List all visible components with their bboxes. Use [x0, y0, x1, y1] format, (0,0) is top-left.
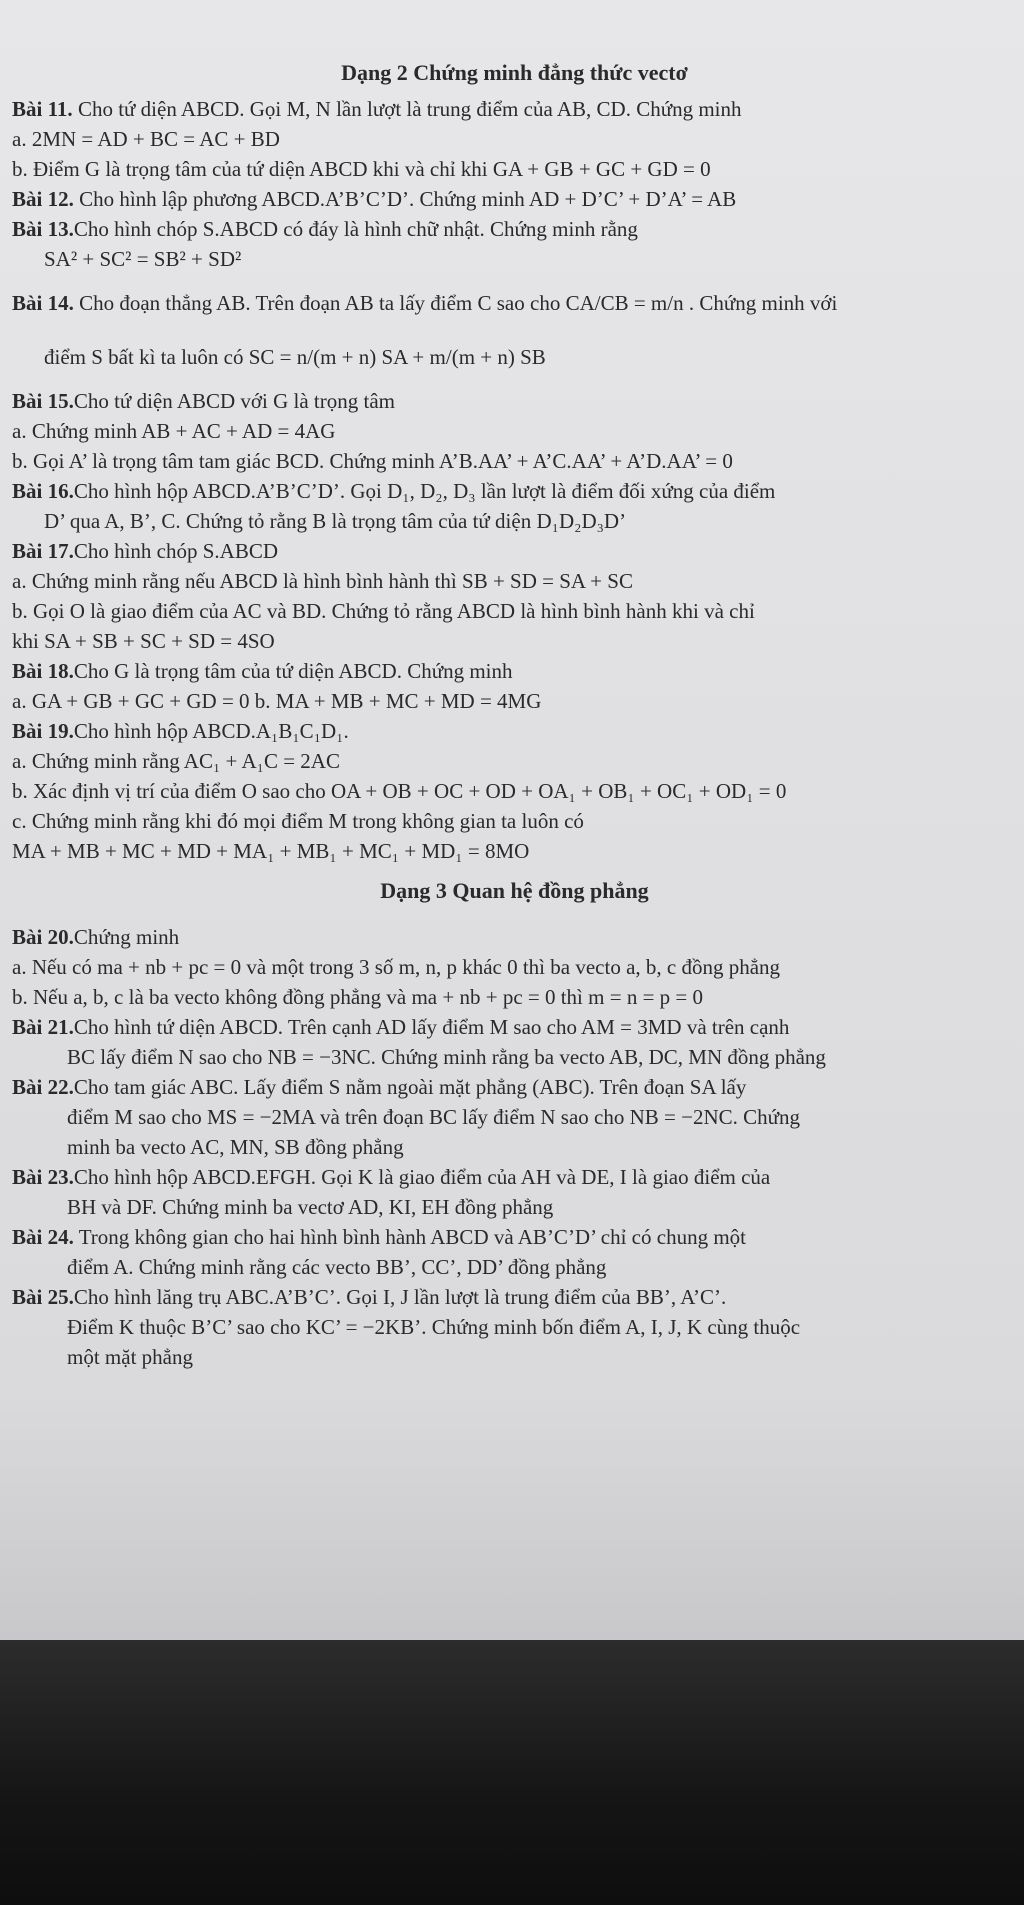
text-line: Bài 17.Cho hình chóp S.ABCD [12, 539, 279, 563]
section-heading-3: Dạng 3 Quan hệ đồng phẳng [380, 878, 649, 903]
text-line: Bài 18.Cho G là trọng tâm của tứ diện ABCD. Chứng minh [12, 659, 513, 683]
text-line: MA + MB + MC + MD + MA₁ + MB₁ + MC₁ + MD₁ = 8MO [12, 839, 530, 863]
text-line: Bài 23.Cho hình hộp ABCD.EFGH. Gọi K là giao điểm của AH và DE, I là giao điểm của [12, 1165, 771, 1189]
text-line: Bài 22.Cho tam giác ABC. Lấy điểm S nằm ngoài mặt phẳng (ABC). Trên đoạn SA lấy [12, 1075, 747, 1099]
text-line: D’ qua A, B’, C. Chứng tỏ rằng B là trọng tâm của tứ diện D₁D₂D₃D’ [44, 509, 627, 533]
text-line: a. Chứng minh AB + AC + AD = 4AG [12, 419, 336, 443]
text-line: Điểm K thuộc B’C’ sao cho KC’ = −2KB’. Chứng minh bốn điểm A, I, J, K cùng thuộc [67, 1315, 801, 1339]
text-line: b. Xác định vị trí của điểm O sao cho OA + OB + OC + OD + OA₁ + OB₁ + OC₁ + OD₁ = 0 [12, 779, 787, 803]
text-line: Bài 19.Cho hình hộp ABCD.A₁B₁C₁D₁. [12, 719, 349, 743]
text-line: a. Chứng minh rằng nếu ABCD là hình bình hành thì SB + SD = SA + SC [12, 569, 633, 593]
exercise-number: Bài 25. [12, 1285, 74, 1309]
text-line: c. Chứng minh rằng khi đó mọi điểm M trong không gian ta luôn có [12, 809, 584, 833]
exercise-number: Bài 11. [12, 97, 73, 121]
text-line: a. 2MN = AD + BC = AC + BD [12, 127, 280, 151]
text-line: BH và DF. Chứng minh ba vectơ AD, KI, EH đồng phẳng [67, 1195, 554, 1219]
text-line: BC lấy điểm N sao cho NB = −3NC. Chứng minh rằng ba vecto AB, DC, MN đồng phẳng [67, 1045, 826, 1069]
section-heading-2: Dạng 2 Chứng minh đẳng thức vectơ [341, 60, 688, 85]
text-line: b. Gọi O là giao điểm của AC và BD. Chứng tỏ rằng ABCD là hình bình hành khi và chỉ [12, 599, 755, 623]
text-line: điểm M sao cho MS = −2MA và trên đoạn BC lấy điểm N sao cho NB = −2NC. Chứng [67, 1105, 801, 1129]
exercise-number: Bài 23. [12, 1165, 74, 1189]
dark-background [0, 1640, 1024, 1905]
exercise-number: Bài 17. [12, 539, 74, 563]
text-line: Bài 11. Cho tứ diện ABCD. Gọi M, N lần lượt là trung điểm của AB, CD. Chứng minh [12, 97, 742, 121]
exercise-number: Bài 22. [12, 1075, 74, 1099]
text-line: SA² + SC² = SB² + SD² [44, 247, 242, 271]
text-line: a. Nếu có ma + nb + pc = 0 và một trong 3 số m, n, p khác 0 thì ba vecto a, b, c đồng phẳng [12, 955, 781, 979]
exercise-number: Bài 18. [12, 659, 74, 683]
text-line: Bài 24. Trong không gian cho hai hình bình hành ABCD và AB’C’D’ chỉ có chung một [12, 1225, 746, 1249]
text-line: Bài 21.Cho hình tứ diện ABCD. Trên cạnh AD lấy điểm M sao cho AM = 3MD và trên cạnh [12, 1015, 790, 1039]
exercise-number: Bài 14. [12, 291, 74, 315]
text-line: a. Chứng minh rằng AC₁ + A₁C = 2AC [12, 749, 340, 773]
worksheet [12, 58, 1017, 1372]
exercise-number: Bài 16. [12, 479, 74, 503]
text-line: khi SA + SB + SC + SD = 4SO [12, 629, 275, 653]
text-line: Bài 14. Cho đoạn thẳng AB. Trên đoạn AB ta lấy điểm C sao cho CA/CB = m/n . Chứng minh với [12, 291, 838, 315]
spacer [12, 274, 1017, 288]
exercise-number: Bài 21. [12, 1015, 74, 1039]
exercise-number: Bài 20. [12, 925, 74, 949]
text-line: Bài 25.Cho hình lăng trụ ABC.A’B’C’. Gọi I, J lần lượt là trung điểm của BB’, A’C’. [12, 1285, 727, 1309]
text-line: điểm S bất kì ta luôn có SC = n/(m + n) SA + m/(m + n) SB [44, 345, 546, 369]
text-line: Bài 13.Cho hình chóp S.ABCD có đáy là hình chữ nhật. Chứng minh rằng [12, 217, 638, 241]
exercise-number: Bài 15. [12, 389, 74, 413]
exercise-number: Bài 19. [12, 719, 74, 743]
text-line: Bài 16.Cho hình hộp ABCD.A’B’C’D’. Gọi D₁, D₂, D₃ lần lượt là điểm đối xứng của điểm [12, 479, 776, 503]
spacer [12, 372, 1017, 386]
text-line: b. Nếu a, b, c là ba vecto không đồng phẳng và ma + nb + pc = 0 thì m = n = p = 0 [12, 985, 704, 1009]
text-line: b. Điểm G là trọng tâm của tứ diện ABCD khi và chỉ khi GA + GB + GC + GD = 0 [12, 157, 711, 181]
text-line: một mặt phẳng [67, 1345, 193, 1369]
text-line: b. Gọi A’ là trọng tâm tam giác BCD. Chứng minh A’B.AA’ + A’C.AA’ + A’D.AA’ = 0 [12, 449, 733, 473]
exercise-number: Bài 13. [12, 217, 74, 241]
section-3-exercises [12, 922, 1017, 1372]
text-line: a. GA + GB + GC + GD = 0 b. MA + MB + MC + MD = 4MG [12, 689, 542, 713]
spacer [12, 318, 1017, 342]
exercise-number: Bài 24. [12, 1225, 74, 1249]
text-line: Bài 20.Chứng minh [12, 925, 180, 949]
text-line: Bài 12. Cho hình lập phương ABCD.A’B’C’D’. Chứng minh AD + D’C’ + D’A’ = AB [12, 187, 737, 211]
exercise-number: Bài 12. [12, 187, 74, 211]
text-line: điểm A. Chứng minh rằng các vecto BB’, CC’, DD’ đồng phẳng [67, 1255, 607, 1279]
text-line: Bài 15.Cho tứ diện ABCD với G là trọng tâm [12, 389, 395, 413]
text-line: minh ba vecto AC, MN, SB đồng phẳng [67, 1135, 404, 1159]
section-2-exercises [12, 94, 1017, 866]
